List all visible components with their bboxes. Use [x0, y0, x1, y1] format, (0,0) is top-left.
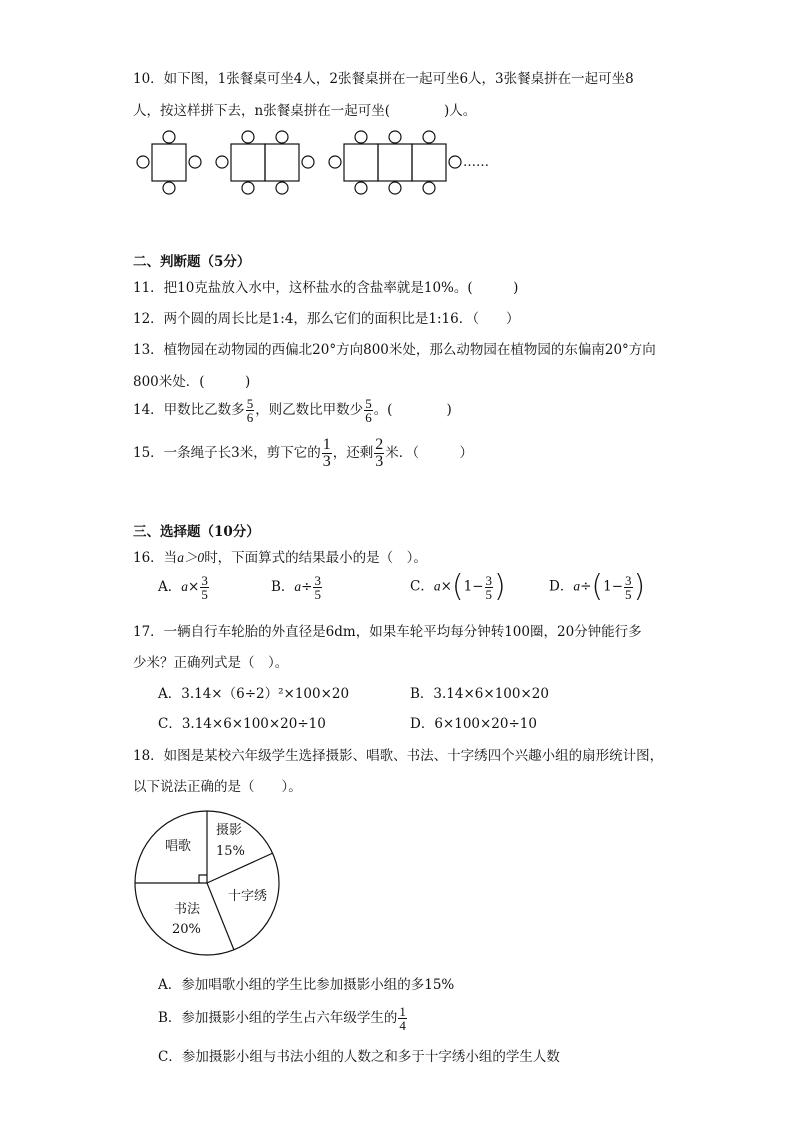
q16-option-b: B．a÷ $\frac{3}{5}$: [271, 573, 321, 602]
seat: [189, 156, 201, 168]
q14: 14．甲数比乙数多 $\frac{5}{6}$ ，则乙数比甲数少 $\frac{5}{6}$ 。( ): [133, 396, 452, 425]
q16-stem: 16．当a＞0时，下面算式的结果最小的是（ ）。: [133, 550, 427, 566]
q17-option-d: D．6×100×20÷10: [410, 716, 537, 732]
pie-label-calligraphy-pct: 20%: [172, 922, 201, 937]
seat: [137, 156, 149, 168]
ellipsis: ……: [463, 155, 489, 170]
q18-option-c: C．参加摄影小组与书法小组的人数之和多于十字绣小组的学生人数: [158, 1049, 560, 1065]
section2-heading: 二、判断题（5分）: [133, 254, 251, 270]
fraction-5-6: $\frac{5}{6}$: [246, 396, 254, 425]
q15: 15．一条绳子长3米，剪下它的 $\frac{1}{3}$ ，还剩 $\frac{2}{3}$ 米．（ ）: [133, 436, 474, 470]
q16-option-a: A．a× $\frac{3}{5}$: [158, 573, 208, 602]
seat: [163, 182, 175, 194]
table-3a: [344, 144, 378, 181]
q11: 11．把10克盐放入水中，这杯盐水的含盐率就是10%。( ): [133, 280, 519, 296]
q18-line1: 18．如图是某校六年级学生选择摄影、唱歌、书法、十字绣四个兴趣小组的扇形统计图，: [133, 748, 664, 764]
section3-heading: 三、选择题（10分）: [133, 524, 260, 540]
right-angle-mark: [199, 875, 207, 883]
pie-label-singing: 唱歌: [165, 839, 192, 854]
q16-option-c: C．a×(1− $\frac{3}{5}$ ): [410, 569, 506, 604]
q17-option-b: B．3.14×6×100×20: [410, 686, 549, 702]
q12: 12．两个圆的周长比是1:4，那么它们的面积比是1:16．（ ）: [133, 311, 520, 327]
fraction-5-6: $\frac{5}{6}$: [365, 396, 372, 425]
q17-line2: 少米？正确列式是（ ）。: [133, 655, 289, 671]
table-diagram: [130, 128, 510, 198]
fraction-1-3: $\frac{1}{3}$: [322, 436, 331, 470]
q18-option-a: A．参加唱歌小组的学生比参加摄影小组的多15%: [158, 977, 455, 993]
pie-label-photo-pct: 15%: [216, 844, 245, 859]
pie-label-embroidery: 十字绣: [228, 889, 268, 904]
table-3c: [412, 144, 446, 181]
seat: [163, 131, 175, 143]
table-3b: [378, 144, 412, 181]
q17-option-c: C．3.14×6×100×20÷10: [158, 716, 326, 732]
q17-line1: 17．一辆自行车轮胎的外直径是6dm，如果车轮平均每分钟转100圈，20分钟能行多: [133, 624, 642, 640]
fraction-1-4: $\frac{1}{4}$: [399, 1004, 406, 1033]
q18-option-b: B．参加摄影小组的学生占六年级学生的 $\frac{1}{4}$: [158, 1004, 406, 1033]
pie-label-calligraphy: 书法: [174, 902, 201, 917]
table-2a: [231, 144, 265, 181]
pie-chart: [132, 808, 282, 958]
q13-line1: 13．植物园在动物园的西偏北20°方向800米处，那么动物园在植物园的东偏南20°方向: [133, 342, 656, 358]
table-1: [152, 144, 186, 181]
q18-line2: 以下说法正确的是（ ）。: [133, 779, 302, 795]
q10-line2: 人，按这样拼下去，n张餐桌拼在一起可坐( )人。: [133, 103, 477, 119]
table-2b: [265, 144, 299, 181]
fraction-2-3: $\frac{2}{3}$: [375, 436, 384, 470]
q10-line1: 10．如下图，1张餐桌可坐4人，2张餐桌拼在一起可坐6人，3张餐桌拼在一起可坐8: [133, 71, 634, 87]
q13-line2: 800米处．( ): [133, 374, 251, 390]
pie-label-photo: 摄影: [216, 823, 243, 838]
q16-option-d: D．a÷(1− $\frac{3}{5}$ ): [549, 569, 646, 604]
q17-option-a: A．3.14×（6÷2）²×100×20: [158, 686, 350, 702]
